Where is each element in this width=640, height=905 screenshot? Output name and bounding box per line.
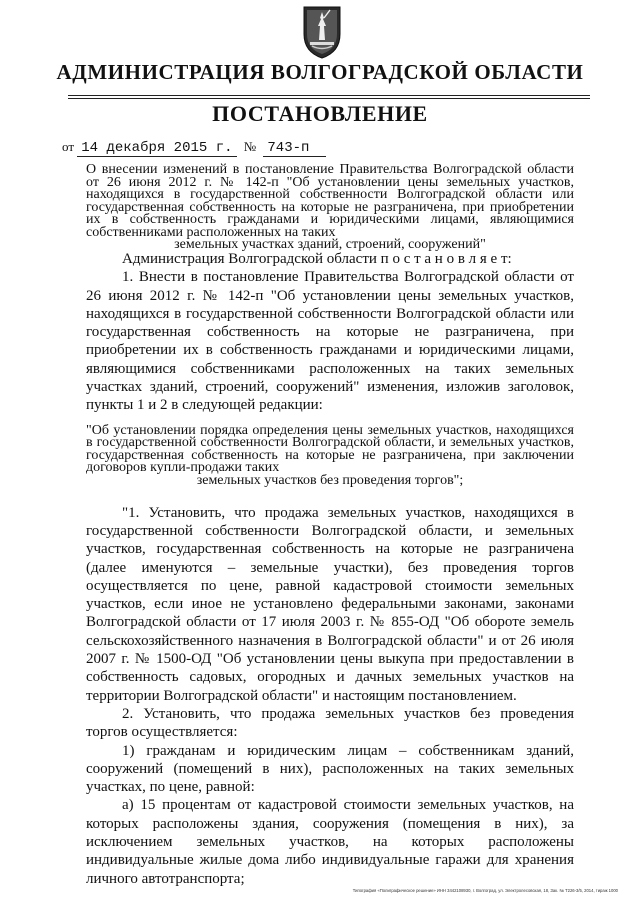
document-type-title: ПОСТАНОВЛЕНИЕ [212, 101, 428, 126]
volgograd-coat-of-arms-icon [300, 4, 344, 60]
number-label: № [243, 139, 257, 154]
print-imprint: Типография «Полиграфическое решение» ИНН 3442108930, г. Волгоград, ул. Электролесовская, 18, Зак. № Т226-3/5, 2014, тираж 1000 [352, 888, 618, 893]
preamble: Администрация Волгоградской области п о с т а н о в л я е т: [122, 251, 512, 267]
subject-text: О внесении изменений в постановление Правительства Волгоградской области от 26 июня 2012 г. № 142-п "Об установлении цены земельных участков, находящихся в государственной собственности Волгоградской области или государственная собственность на которые не разграничена, при приобретении их в собственность гражданами и юридическими лицами, являющимися собственниками расположенных на таких [86, 162, 574, 240]
paragraph-subclause-a: а) 15 процентам от кадастровой стоимости земельных участков, на которых расположены здания, сооружения (помещения в них), за исключением земельных участков, на которых расположены индивидуальные жилые дома либо индивидуальные гаражи для хранения личного автотранспорта; [86, 797, 574, 887]
date-number-line [62, 139, 326, 157]
document-date: 14 декабря 2015 г. [77, 140, 236, 157]
document-subject [86, 164, 574, 252]
paragraph-clause-2: 2. Установить, что продажа земельных участков без проведения торгов осуществляется: [86, 705, 574, 741]
header-divider [68, 98, 590, 99]
paragraph-subclause-1: 1) гражданам и юридическим лицам – собственникам зданий, сооружений (помещений в них), расположенных на таких земельных участках, по цене, равной: [86, 742, 574, 796]
paragraph-1: 1. Внести в постановление Правительства Волгоградской области от 26 июня 2012 г. № 142-п "Об установлении цены земельных участков, находящихся в государственной собственности Волгоградской области или государственная собственность на которые не разграничена, при приобретении их в собственность гражданами и юридическими лицами, являющимися собственниками расположенных на таких земельных участках зданий, строений, сооружений" изменения, изложив заголовок, пункты 1 и 2 в следующей редакции: [86, 269, 574, 414]
quoted-title [86, 422, 574, 489]
header-divider-thin [68, 95, 590, 96]
quoted-title-text: "Об установлении порядка определения цены земельных участков, находящихся в государственной собственности Волгоградской области, и земельных участков, государственная собственность на которые не разграничена, при заключении договоров купли-продажи таких [86, 422, 574, 476]
date-prefix: от [62, 139, 75, 154]
document-number: 743-п [263, 140, 326, 157]
quoted-title-last: земельных участков без проведения торгов"; [196, 473, 464, 489]
paragraph-clause-1: "1. Установить, что продажа земельных участков, находящихся в государственной собственности Волгоградской области, и земельных участков, государственная собственность на которые не разграничена (далее именуются – земельные участки), без проведения торгов осуществляется по цене, равной кадастровой стоимости земельных участков, если иное не установлено федеральными законами, законами Волгоградской области от 17 июля 2003 г. № 855-ОД "Об обороте земель сельскохозяйственного назначения в Волгоградской области" и от 26 июля 2007 г. № 1500-ОД "Об установлении цены выкупа при предоставлении в собственность садовых, огородных и дачных земельных участков на территории Волгоградской области" и настоящим постановлением. [86, 504, 574, 704]
subject-text-last: земельных участках зданий, строений, сооружений" [174, 237, 486, 252]
organization-name: АДМИНИСТРАЦИЯ ВОЛГОГРАДСКОЙ ОБЛАСТИ [56, 60, 584, 84]
document-body [86, 250, 574, 888]
